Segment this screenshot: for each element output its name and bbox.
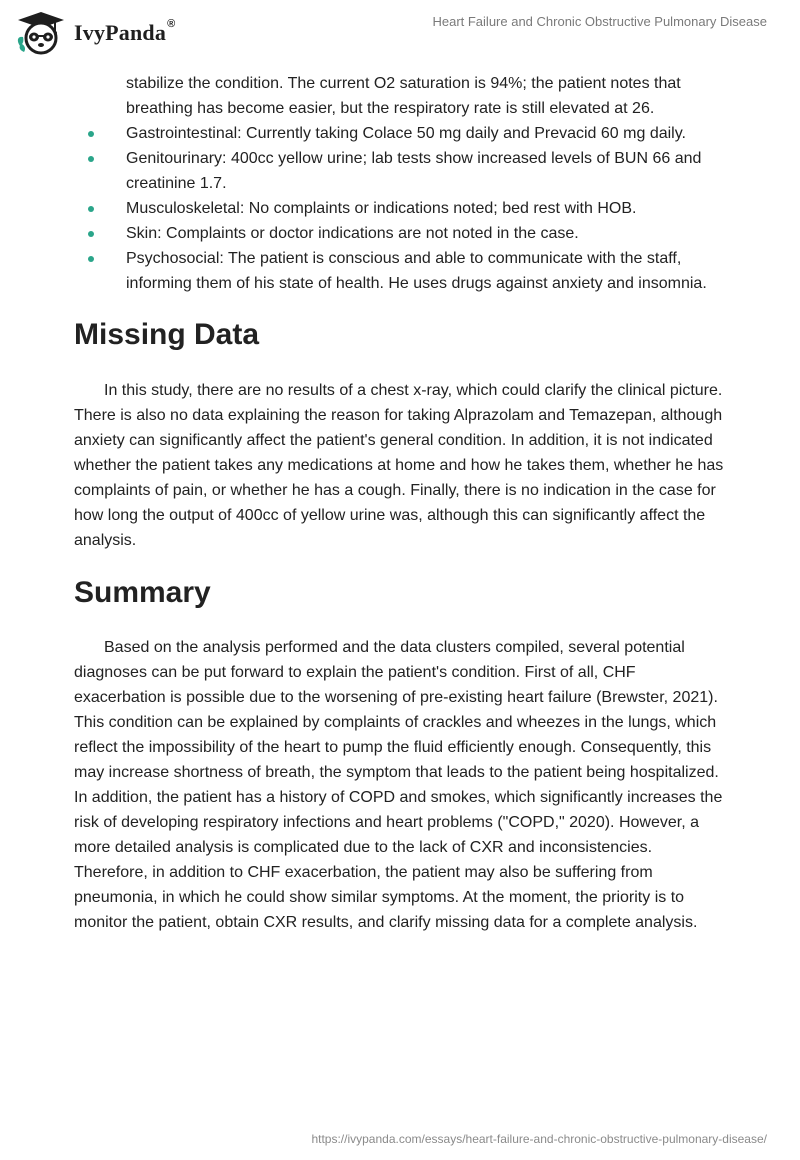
missing-data-paragraph: In this study, there are no results of a chest x-ray, which could clarify the clinical picture. There is also no data explaining the reason for taking Alprazolam and Temazepan, although anxiety can significantly affect the patient's general condition. In addition, it is not indicated whether the patient takes any medications at home and how he takes them, whether he has complaints of pain, or whether he has a cough. Finally, there is no indication in the case for how long the output of 400cc of yellow urine was, although this can significantly affect the analysis. xyxy=(74,382,724,549)
page-header xyxy=(0,0,800,70)
bullet-icon xyxy=(88,206,94,212)
source-url[interactable]: https://ivypanda.com/essays/heart-failure-and-chronic-obstructive-pulmonary-disease/ xyxy=(311,1132,767,1146)
brand-name: IvyPanda® xyxy=(74,18,176,45)
essay-content xyxy=(74,70,728,935)
list-item: Gastrointestinal: Currently taking Colace 50 mg daily and Prevacid 60 mg daily. xyxy=(74,121,728,146)
section-heading-summary: Summary xyxy=(74,576,211,609)
list-item: Psychosocial: The patient is conscious and able to communicate with the staff, informing them of his state of health. He uses drugs against anxiety and insomnia. xyxy=(74,246,728,296)
list-item: Skin: Complaints or doctor indications are not noted in the case. xyxy=(74,221,728,246)
bullet-icon xyxy=(88,231,94,237)
bullet-icon xyxy=(88,256,94,262)
assessment-list xyxy=(74,70,728,296)
bullet-icon xyxy=(88,156,94,162)
ivypanda-logo[interactable] xyxy=(14,10,175,56)
section-heading-missing-data: Missing Data xyxy=(74,318,260,351)
list-item-continuation: stabilize the condition. The current O2 saturation is 94%; the patient notes that breathing has become easier, but the respiratory rate is still elevated at 26. xyxy=(126,75,681,117)
bullet-icon xyxy=(88,131,94,137)
document-title: Heart Failure and Chronic Obstructive Pulmonary Disease xyxy=(432,14,767,29)
list-item: Genitourinary: 400cc yellow urine; lab tests show increased levels of BUN 66 and creatinine 1.7. xyxy=(74,146,728,196)
list-item: Musculoskeletal: No complaints or indications noted; bed rest with HOB. xyxy=(74,196,728,221)
panda-graduate-icon xyxy=(14,10,68,56)
summary-paragraph: Based on the analysis performed and the data clusters compiled, several potential diagnoses can be put forward to explain the patient's condition. First of all, CHF exacerbation is possible due to the worsening of pre-existing heart failure (Brewster, 2021). This condition can be explained by complaints of crackles and wheezes in the lungs, which reflect the impossibility of the heart to pump the fluid efficiently enough. Consequently, this may increase shortness of breath, the symptom that leads to the patient being hospitalized. In addition, the patient has a history of COPD and smokes, which significantly increases the risk of developing respiratory infections and heart problems ("COPD," 2020). However, a more detailed analysis is complicated due to the lack of CXR and inconsistencies. Therefore, in addition to CHF exacerbation, the patient may also be suffering from pneumonia, in which he could show similar symptoms. At the moment, the priority is to monitor the patient, obtain CXR results, and clarify missing data for a complete analysis. xyxy=(74,639,723,931)
